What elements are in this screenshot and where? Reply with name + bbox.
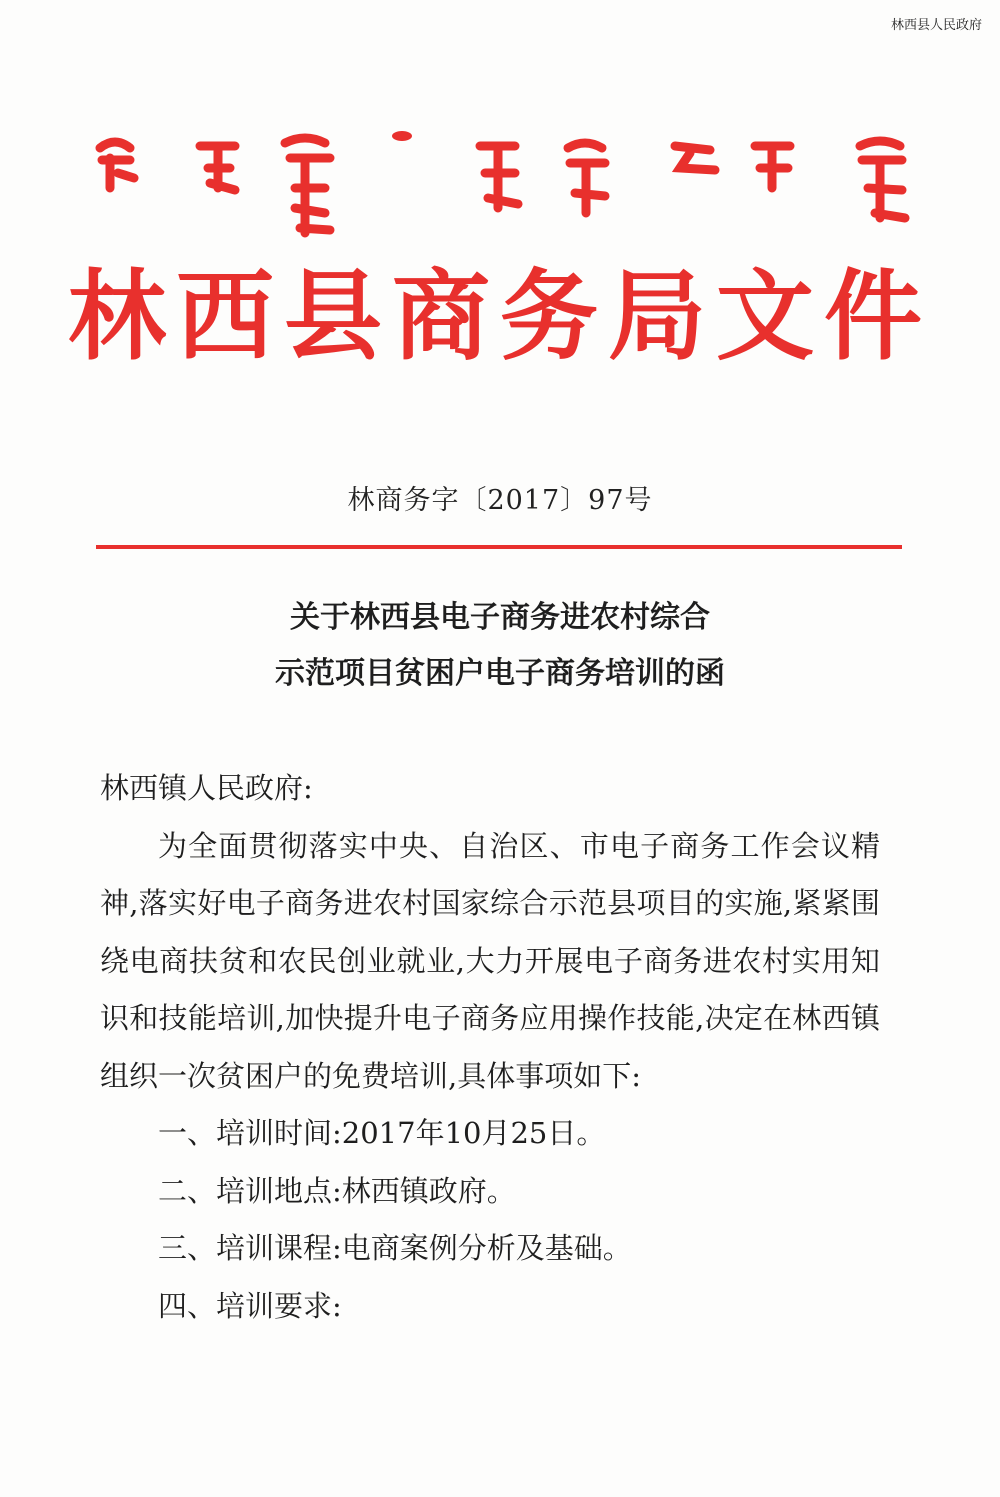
document-number: 林商务字〔2017〕97号 xyxy=(347,485,653,516)
mongolian-script-graphic xyxy=(90,118,920,248)
salutation: 林西镇人民政府: xyxy=(100,771,313,805)
list-item: 四、培训要求: xyxy=(158,1288,342,1323)
letter-body xyxy=(100,760,880,1335)
issuing-authority-title: 林西县商务局文件 xyxy=(67,260,932,374)
list-item: 二、培训地点:林西镇政府。 xyxy=(158,1173,516,1208)
mongolian-script-header xyxy=(90,118,920,248)
intro-paragraph: 为全面贯彻落实中央、自治区、市电子商务工作会议精神,落实好电子商务进农村国家综合示范县项目的实施,紧紧围绕电商扶贫和农民创业就业,大力开展电子商务进农村实用知识和技能培训,加快提升电子商务应用操作技能,决定在林西镇组织一次贫困户的免费培训,具体事项如下: xyxy=(100,828,880,1093)
red-divider xyxy=(96,545,902,549)
watermark-label: 林西县人民政府 xyxy=(890,18,982,33)
letter-title xyxy=(0,590,1000,702)
list-item: 一、培训时间:2017年10月25日。 xyxy=(158,1116,606,1150)
letter-title-line-2: 示范项目贫困户电子商务培训的函 xyxy=(275,656,725,691)
letter-title-line-1: 关于林西县电子商务进农村综合 xyxy=(290,600,710,635)
list-item: 三、培训课程:电商案例分析及基础。 xyxy=(158,1231,632,1265)
